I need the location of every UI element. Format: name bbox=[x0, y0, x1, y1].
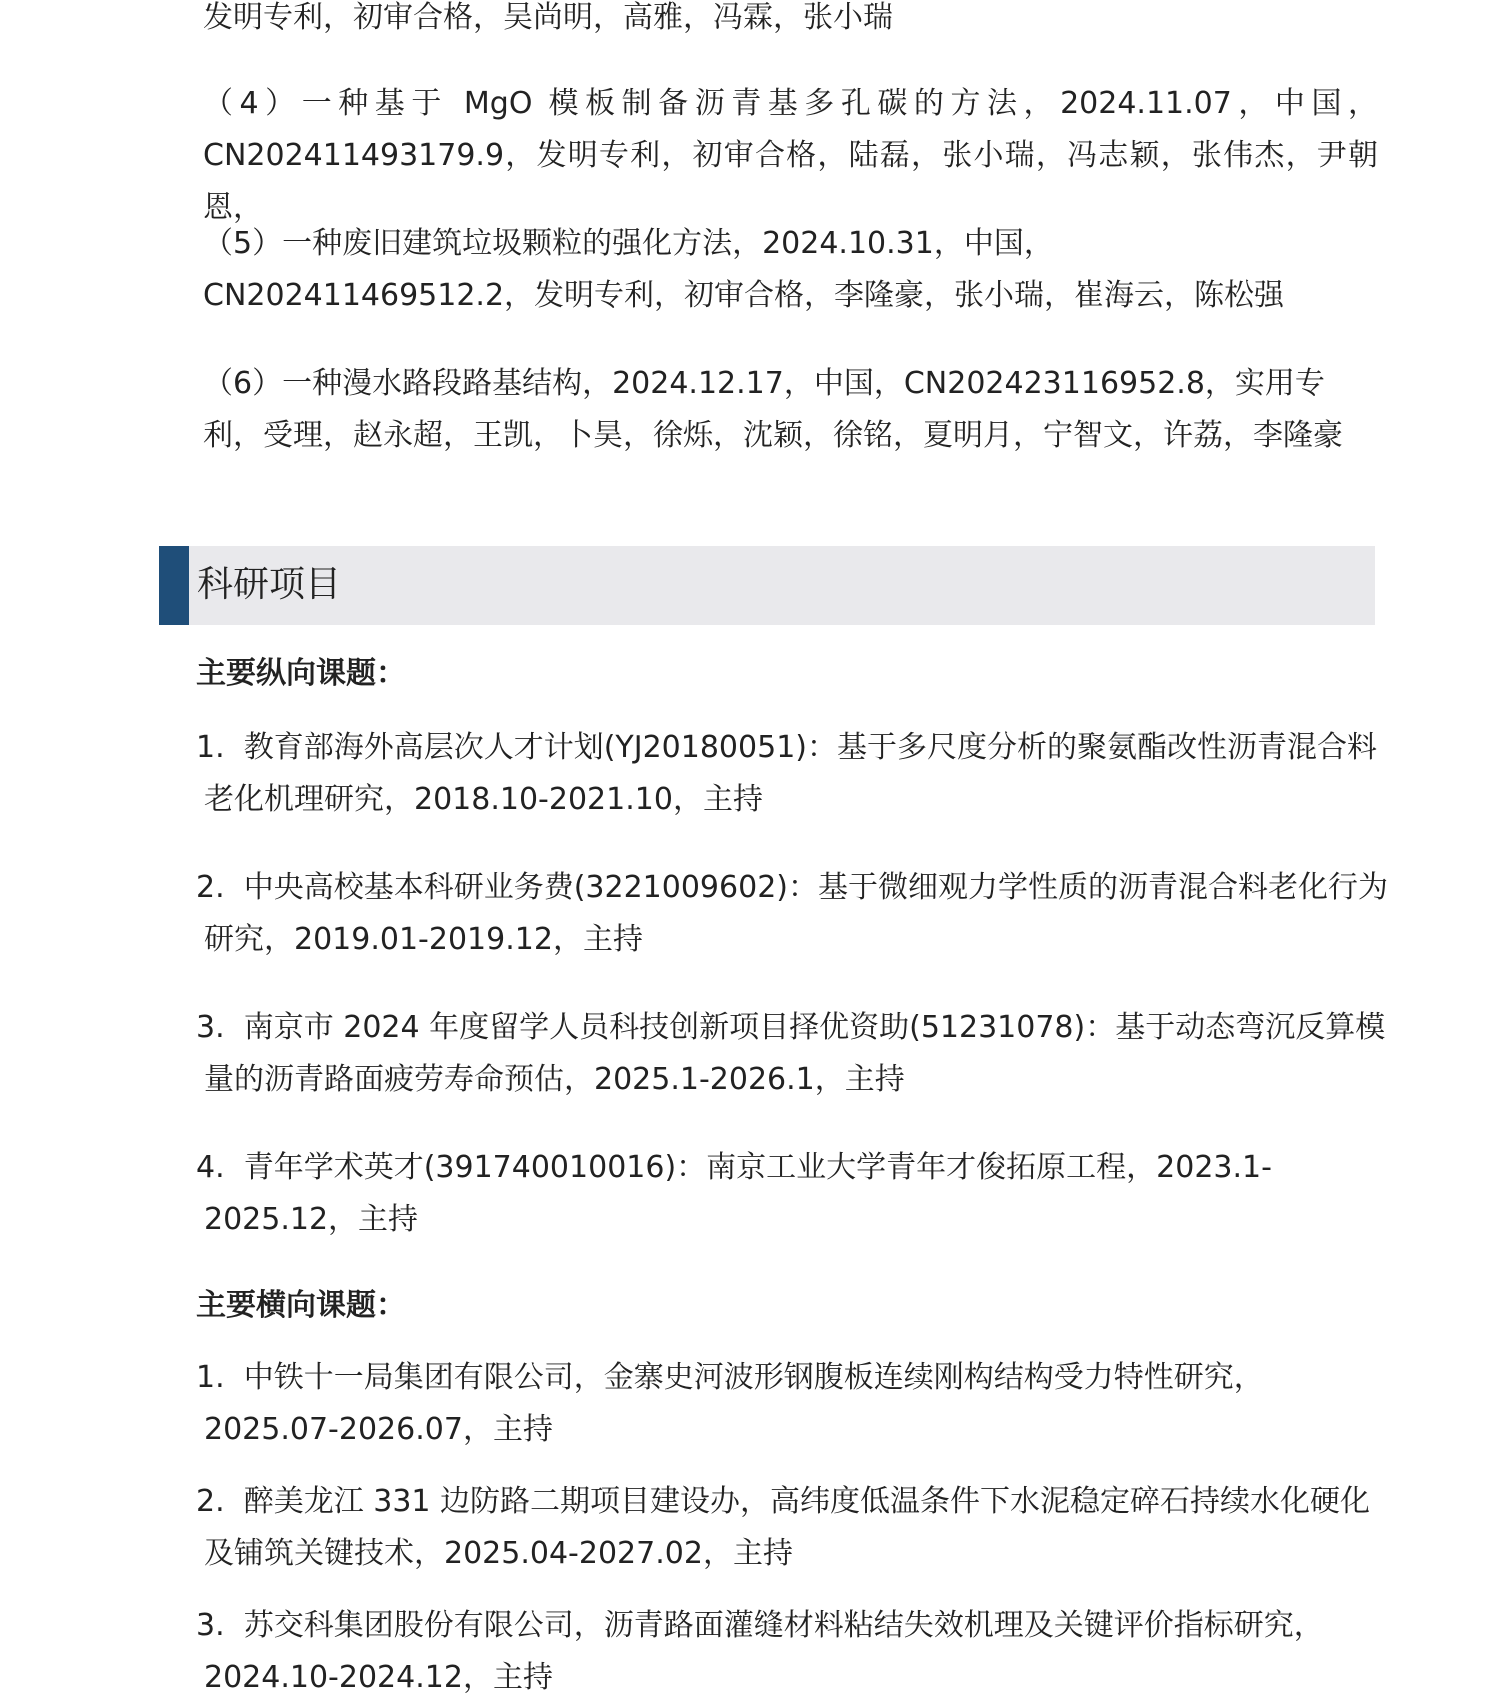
item-text: 中央高校基本科研业务费(3221009602)：基于微细观力学性质的沥青混合料老化行为研究，2019.01-2019.12，主持 bbox=[204, 870, 1388, 957]
item-text: 醉美龙江 331 边防路二期项目建设办，高纬度低温条件下水泥稳定碎石持续水化硬化及铺筑关键技术，2025.04-2027.02，主持 bbox=[204, 1484, 1371, 1571]
patent-item-5: （5）一种废旧建筑垃圾颗粒的强化方法，2024.10.31，中国，CN202411469512.2，发明专利，初审合格，李隆豪，张小瑞，崔海云，陈松强 bbox=[203, 226, 1285, 313]
item-text: 教育部海外高层次人才计划(YJ20180051)：基于多尺度分析的聚氨酯改性沥青混合料老化机理研究，2018.10-2021.10，主持 bbox=[204, 730, 1377, 817]
section-title: 科研项目 bbox=[197, 564, 342, 605]
item-text: 南京市 2024 年度留学人员科技创新项目择优资助(51231078)：基于动态弯沉反算模量的沥青路面疲劳寿命预估，2025.1-2026.1，主持 bbox=[204, 1010, 1386, 1097]
patent-item-6: （6）一种漫水路段路基结构，2024.12.17，中国，CN202423116952.8，实用专利，受理，赵永超，王凯，卜昊，徐烁，沈颖，徐铭，夏明月，宁智文，许荔，李隆豪 bbox=[203, 366, 1343, 453]
horizontal-projects-heading: 主要横向课题： bbox=[196, 1288, 406, 1323]
item-text: 苏交科集团股份有限公司，沥青路面灌缝材料粘结失效机理及关键评价指标研究，2024.10-2024.12，主持 bbox=[204, 1608, 1324, 1695]
horizontal-project-item bbox=[196, 1600, 1394, 1704]
horizontal-project-item bbox=[196, 1352, 1394, 1456]
section-header-research-projects bbox=[159, 546, 1375, 625]
vertical-project-item bbox=[196, 1142, 1394, 1246]
item-number: 2. bbox=[196, 870, 225, 905]
patent-item-4: （4）一种基于 MgO 模板制备沥青基多孔碳的方法，2024.11.07，中国，CN202411493179.9，发明专利，初审合格，陆磊，张小瑞，冯志颖，张伟杰，尹朝恩， bbox=[203, 86, 1378, 225]
item-number: 1. bbox=[196, 730, 225, 765]
section-accent-bar bbox=[159, 546, 189, 625]
item-text: 中铁十一局集团有限公司，金寨史河波形钢腹板连续刚构结构受力特性研究，2025.07-2026.07，主持 bbox=[204, 1360, 1264, 1447]
item-number: 3. bbox=[196, 1010, 225, 1045]
vertical-project-item bbox=[196, 1002, 1394, 1106]
vertical-project-item bbox=[196, 862, 1394, 966]
item-number: 3. bbox=[196, 1608, 225, 1643]
vertical-projects-heading: 主要纵向课题： bbox=[196, 656, 406, 691]
item-number: 2. bbox=[196, 1484, 225, 1519]
item-text: 青年学术英才(391740010016)：南京工业大学青年才俊拓原工程，2023.1-2025.12，主持 bbox=[204, 1150, 1272, 1237]
horizontal-project-item bbox=[196, 1476, 1394, 1580]
item-number: 1. bbox=[196, 1360, 225, 1395]
vertical-project-item bbox=[196, 722, 1394, 826]
item-number: 4. bbox=[196, 1150, 225, 1185]
patent-item-continuation: 发明专利，初审合格，吴尚明，高雅，冯霖，张小瑞 bbox=[203, 0, 893, 35]
